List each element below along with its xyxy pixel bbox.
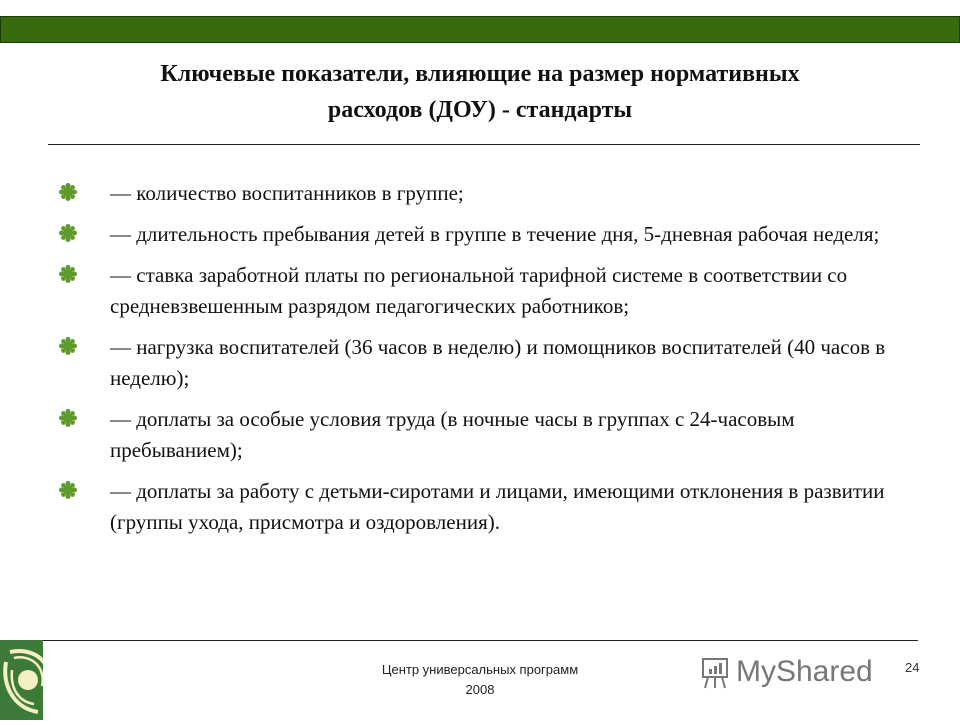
- footer-organization: [330, 660, 630, 700]
- list-item: [52, 332, 912, 394]
- watermark: [700, 655, 873, 689]
- flower-bullet-icon: [58, 408, 78, 428]
- title-line-2: расходов (ДОУ) - стандарты: [327, 97, 633, 123]
- item-text: — доплаты за работу с детьми-сиротами и лицами, имеющими отклонения в развитии (группы ухода, присмотра и оздоровления).: [110, 479, 885, 534]
- list-item: [52, 219, 912, 250]
- list-item: [52, 178, 912, 209]
- presentation-board-icon: [700, 655, 730, 689]
- flower-bullet-icon: [58, 480, 78, 500]
- flower-bullet-icon: [58, 336, 78, 356]
- item-text: — длительность пребывания детей в группе в течение дня, 5-дневная рабочая неделя;: [110, 222, 880, 246]
- list-item: [52, 260, 912, 322]
- list-item: [52, 404, 912, 466]
- footer-divider: [43, 640, 918, 641]
- item-text: — нагрузка воспитателей (36 часов в неделю) и помощников воспитателей (40 часов в неделю);: [110, 335, 886, 390]
- flower-bullet-icon: [58, 264, 78, 284]
- footer-year: 2008: [465, 682, 495, 697]
- header-bar: [0, 16, 960, 43]
- item-text: — количество воспитанников в группе;: [110, 181, 464, 205]
- item-text: — ставка заработной платы по региональной тарифной системе в соответствии со средневзвешенным разрядом педагогических работников;: [110, 263, 848, 318]
- page-number: 24: [905, 660, 920, 675]
- slide-title: [60, 56, 900, 128]
- bullet-list: [52, 178, 912, 548]
- footer-org-name: Центр универсальных программ: [381, 662, 579, 677]
- watermark-text: MyShared: [736, 655, 873, 688]
- title-divider: [48, 144, 920, 145]
- organization-logo: [0, 640, 43, 720]
- flower-bullet-icon: [58, 223, 78, 243]
- title-line-1: Ключевые показатели, влияющие на размер нормативных: [160, 61, 800, 87]
- item-text: — доплаты за особые условия труда (в ночные часы в группах с 24-часовым пребыванием);: [110, 407, 795, 462]
- list-item: [52, 476, 912, 538]
- flower-bullet-icon: [58, 182, 78, 202]
